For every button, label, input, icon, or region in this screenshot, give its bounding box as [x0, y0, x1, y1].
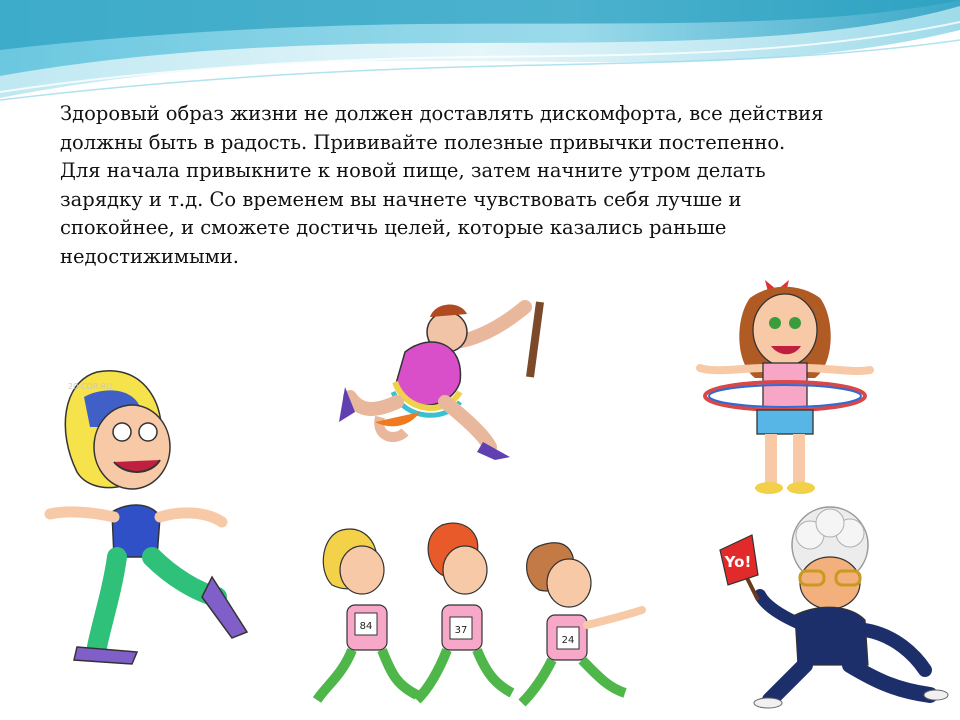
slide-paragraph: Здоровый образ жизни не должен доставлять дискомфорта, все действия должны быть в радость. Прививайте полезные привычки постепенно. Для начала привыкните к новой пище, затем начните утром делать зарядку и т.д. Со временем вы начнете чувствовать себя лучше и спокойнее, и сможете достичь целей, которые казались раньше недостижимыми. — [60, 102, 824, 268]
dancing-woman-illustration — [42, 352, 257, 670]
bib-number-1: 84 — [359, 621, 373, 632]
grandma-with-sign-illustration — [700, 505, 955, 710]
watermark-text: 20-CDR.RU — [68, 382, 113, 391]
three-runners-illustration — [307, 515, 652, 710]
runner-with-baton-illustration — [335, 262, 545, 462]
bib-number-2: 37 — [454, 625, 468, 636]
girl-hula-hoop-illustration — [695, 268, 875, 498]
bib-number-3: 24 — [561, 635, 575, 646]
yo-sign-text: Yo! — [724, 553, 752, 571]
